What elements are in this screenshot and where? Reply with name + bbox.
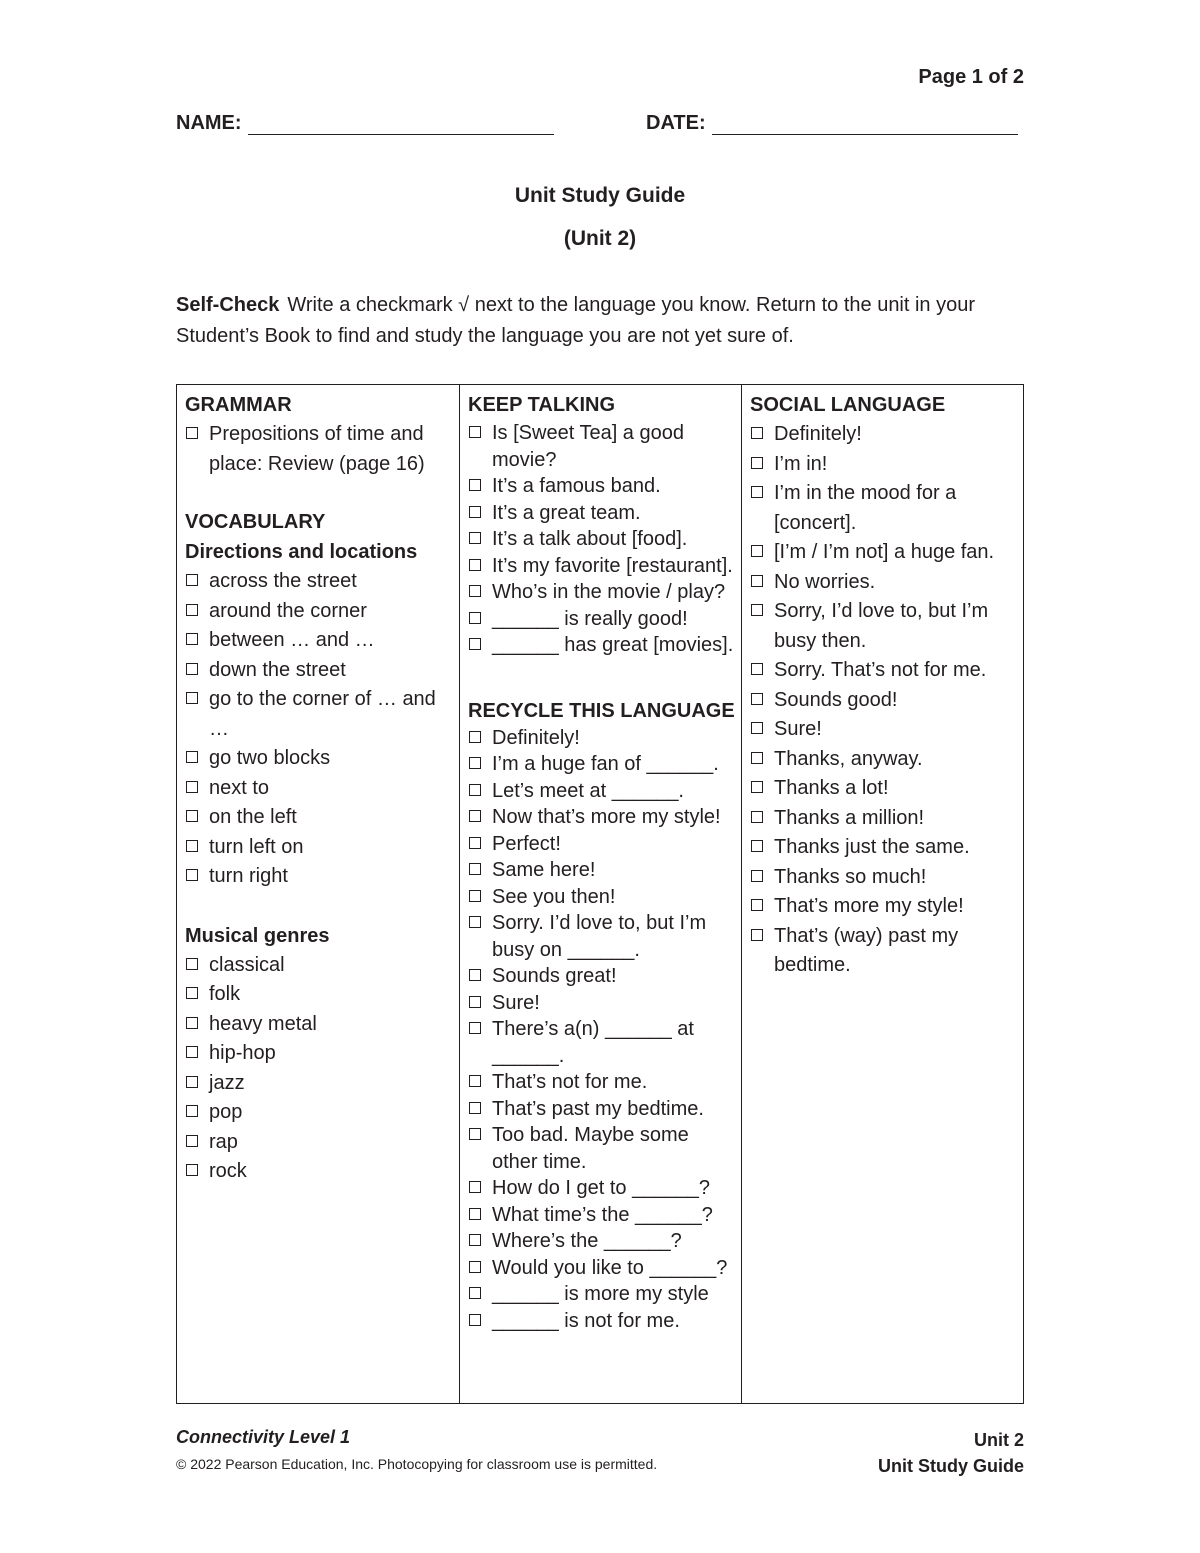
checkbox-icon[interactable] — [186, 987, 198, 999]
date-field[interactable] — [646, 112, 1018, 135]
name-line[interactable] — [248, 114, 554, 135]
checklist-item — [185, 951, 453, 981]
checklist-item-text: folk — [209, 983, 241, 1005]
date-line[interactable] — [712, 114, 1018, 135]
checklist-item — [185, 1039, 453, 1069]
checklist-item — [185, 626, 453, 656]
checkbox-icon[interactable] — [751, 575, 763, 587]
checklist-item-text: Is [Sweet Tea] a good movie? — [492, 422, 684, 471]
checklist-item — [750, 538, 1016, 568]
column-grammar-vocabulary — [177, 385, 460, 1403]
checklist-item — [185, 803, 453, 833]
checkbox-icon[interactable] — [186, 751, 198, 763]
checkbox-icon[interactable] — [186, 574, 198, 586]
checklist-item — [750, 450, 1016, 480]
checklist-item — [185, 567, 453, 597]
checklist-item-text: It’s a great team. — [492, 501, 641, 524]
checklist-item-text: That’s not for me. — [492, 1071, 648, 1093]
checkbox-icon[interactable] — [751, 929, 763, 941]
checkbox-icon[interactable] — [469, 784, 481, 796]
checkbox-icon[interactable] — [751, 752, 763, 764]
checklist-item-text: Sure! — [492, 991, 540, 1014]
checklist-item — [750, 833, 1016, 863]
checkbox-icon[interactable] — [186, 869, 198, 881]
checkbox-icon[interactable] — [186, 604, 198, 616]
checklist-item-text: Sure! — [774, 718, 822, 740]
checklist-item — [185, 862, 453, 892]
checklist-item-text: Sorry. I’d love to, but I’m busy on ______. — [492, 912, 707, 961]
checklist-item — [468, 1202, 735, 1229]
checklist-item-text: Who’s in the movie / play? — [492, 581, 726, 603]
date-label: DATE: — [646, 112, 706, 134]
checkbox-icon[interactable] — [751, 781, 763, 793]
checklist-item-text: rock — [209, 1160, 247, 1182]
checkbox-icon[interactable] — [469, 863, 481, 875]
checkbox-icon[interactable] — [469, 731, 481, 743]
page-title: Unit Study Guide — [514, 184, 686, 207]
checkbox-icon[interactable] — [186, 958, 198, 970]
checkbox-icon[interactable] — [469, 1287, 481, 1299]
checklist-item — [185, 656, 453, 686]
checklist-item-text: Too bad. Maybe some other time. — [492, 1124, 689, 1173]
checkbox-icon[interactable] — [469, 532, 481, 544]
checklist-item-text: around the corner — [209, 599, 367, 622]
checklist-item — [750, 686, 1016, 716]
checklist-item-text: turn right — [209, 865, 288, 887]
footer-right — [878, 1427, 1024, 1479]
checkbox-icon[interactable] — [186, 1164, 198, 1176]
checklist-item — [468, 1122, 735, 1175]
instructions — [176, 290, 1026, 352]
checklist-item-text: ______ has great [movies]. — [492, 634, 734, 656]
checkbox-icon[interactable] — [186, 1135, 198, 1147]
checklist-item-text: That’s past my bedtime. — [492, 1097, 704, 1120]
checklist-item — [185, 774, 453, 804]
checklist-item-text: Thanks, anyway. — [774, 747, 923, 770]
checkbox-icon[interactable] — [751, 427, 763, 439]
checkbox-icon[interactable] — [469, 612, 481, 624]
checkbox-icon[interactable] — [186, 840, 198, 852]
checklist-item-text: Thanks a lot! — [774, 777, 889, 799]
checkbox-icon[interactable] — [186, 1105, 198, 1117]
directions-heading: Directions and locations — [185, 541, 418, 563]
checkbox-icon[interactable] — [751, 663, 763, 675]
footer-unit: Unit 2 — [973, 1430, 1024, 1450]
checklist-item — [750, 804, 1016, 834]
checklist-item-text: Sorry. That’s not for me. — [774, 659, 987, 681]
checklist-item — [185, 420, 453, 479]
checklist-item-text: Definitely! — [492, 726, 580, 749]
checkbox-icon[interactable] — [469, 1234, 481, 1246]
checkbox-icon[interactable] — [469, 1022, 481, 1034]
checklist-item-text: Thanks just the same. — [774, 836, 970, 858]
checklist-item — [468, 1069, 735, 1096]
footer-copyright: © 2022 Pearson Education, Inc. Photocopying for classroom use is permitted. — [176, 1456, 658, 1472]
checklist-item — [185, 1069, 453, 1099]
checklist-item — [468, 579, 735, 606]
checklist-item-text: That’s more my style! — [774, 895, 964, 917]
checkbox-icon[interactable] — [186, 427, 198, 439]
checklist-item — [750, 863, 1016, 893]
vocabulary-heading: VOCABULARY — [185, 511, 326, 533]
checkbox-icon[interactable] — [469, 426, 481, 438]
directions-list — [185, 567, 453, 892]
checklist-item — [468, 500, 735, 527]
name-field[interactable] — [176, 112, 554, 135]
checkbox-icon[interactable] — [469, 585, 481, 597]
checklist-item — [468, 990, 735, 1017]
checklist-item — [750, 745, 1016, 775]
checkbox-icon[interactable] — [751, 870, 763, 882]
checklist-item — [468, 804, 735, 831]
checklist-item-text: There’s a(n) ______ at ______. — [492, 1018, 694, 1067]
page-number: Page 1 of 2 — [918, 66, 1024, 88]
checkbox-icon[interactable] — [469, 506, 481, 518]
checklist-item — [468, 751, 735, 778]
checkbox-icon[interactable] — [186, 1017, 198, 1029]
checklist-item — [750, 715, 1016, 745]
checklist-item-text: jazz — [209, 1071, 245, 1094]
checklist-item — [468, 1096, 735, 1123]
checkbox-icon[interactable] — [186, 1076, 198, 1088]
checklist-item-text: That’s (way) past my bedtime. — [774, 924, 959, 976]
checklist-item-text: turn left on — [209, 835, 304, 858]
checklist-item — [468, 1228, 735, 1255]
grammar-heading: GRAMMAR — [185, 394, 292, 416]
checklist-item — [468, 857, 735, 884]
keep-talking-heading: KEEP TALKING — [468, 394, 616, 416]
checklist-item — [468, 632, 735, 659]
checklist-item — [468, 1016, 735, 1069]
checkbox-icon[interactable] — [469, 1208, 481, 1220]
checkbox-icon[interactable] — [751, 899, 763, 911]
checklist-item-text: It’s a famous band. — [492, 475, 661, 497]
checklist-item — [468, 725, 735, 752]
checkbox-icon[interactable] — [186, 810, 198, 822]
checklist-item-text: It’s my favorite [restaurant]. — [492, 554, 733, 577]
checklist-item — [185, 1098, 453, 1128]
social-language-list — [750, 420, 1016, 981]
checklist-item — [185, 597, 453, 627]
name-date-row — [176, 112, 1024, 140]
checklist-item — [468, 1308, 735, 1335]
checklist-item — [468, 831, 735, 858]
grammar-list — [185, 420, 453, 479]
checkbox-icon[interactable] — [469, 1181, 481, 1193]
checklist-item-text: pop — [209, 1101, 243, 1123]
checklist-item-text: ______ is more my style — [492, 1283, 709, 1305]
genres-heading: Musical genres — [185, 924, 330, 947]
checklist-item — [750, 597, 1016, 656]
checklist-item-text: go to the corner of … and … — [209, 688, 436, 740]
checklist-item-text: Would you like to ______? — [492, 1256, 728, 1279]
checklist-item — [468, 606, 735, 633]
checklist-item-text: Perfect! — [492, 832, 561, 855]
checkbox-icon[interactable] — [469, 1102, 481, 1114]
checkbox-icon[interactable] — [751, 693, 763, 705]
checkbox-icon[interactable] — [469, 916, 481, 928]
checklist-item — [185, 980, 453, 1010]
checklist-item — [185, 833, 453, 863]
checkbox-icon[interactable] — [469, 1128, 481, 1140]
checkbox-icon[interactable] — [469, 969, 481, 981]
checkbox-icon[interactable] — [469, 1261, 481, 1273]
checklist-item-text: What time’s the ______? — [492, 1203, 713, 1226]
checkbox-icon[interactable] — [469, 810, 481, 822]
checklist-item-text: Sorry, I’d love to, but I’m busy then. — [774, 600, 989, 652]
footer-guide: Unit Study Guide — [878, 1456, 1024, 1476]
checklist-item-text: go two blocks — [209, 747, 331, 769]
checklist-item-text: Thanks a million! — [774, 806, 925, 829]
checklist-item-text: down the street — [209, 658, 346, 681]
checklist-item — [468, 963, 735, 990]
page-subtitle: (Unit 2) — [563, 227, 637, 250]
footer-series: Connectivity Level 1 — [176, 1427, 351, 1447]
checklist-item-text: [I’m / I’m not] a huge fan. — [774, 541, 995, 563]
checklist-item — [750, 892, 1016, 922]
checklist-item — [468, 1281, 735, 1308]
checkbox-icon[interactable] — [469, 890, 481, 902]
checklist-item-text: I’m in! — [774, 452, 828, 475]
recycle-heading: RECYCLE THIS LANGUAGE — [468, 699, 735, 722]
checklist-item-text: ______ is really good! — [492, 607, 688, 630]
checklist-item — [750, 656, 1016, 686]
checkbox-icon[interactable] — [751, 811, 763, 823]
checklist-item-text: I’m a huge fan of ______. — [492, 753, 719, 775]
checkbox-icon[interactable] — [751, 457, 763, 469]
checklist-item-text: Same here! — [492, 859, 596, 881]
checklist-item — [750, 420, 1016, 450]
checklist-item-text: It’s a talk about [food]. — [492, 528, 688, 550]
checkbox-icon[interactable] — [469, 638, 481, 650]
checklist-item — [750, 479, 1016, 538]
checklist-item — [468, 778, 735, 805]
keep-talking-list — [468, 420, 735, 659]
checklist-item-text: across the street — [209, 570, 357, 592]
genres-list — [185, 951, 453, 1187]
checklist-item — [468, 910, 735, 963]
checklist-item-text: How do I get to ______? — [492, 1177, 710, 1199]
study-guide-table — [176, 384, 1024, 1404]
checklist-item-text: next to — [209, 776, 270, 799]
checklist-item — [185, 1157, 453, 1187]
column-keep-talking-recycle — [460, 385, 742, 1403]
checklist-item-text: rap — [209, 1130, 238, 1153]
checkbox-icon[interactable] — [186, 663, 198, 675]
checklist-item-text: Thanks so much! — [774, 865, 927, 888]
checklist-item-text: between … and … — [209, 629, 375, 651]
checkbox-icon[interactable] — [751, 840, 763, 852]
checkbox-icon[interactable] — [469, 559, 481, 571]
checklist-item-text: ______ is not for me. — [492, 1309, 680, 1332]
checklist-item — [185, 1010, 453, 1040]
checkbox-icon[interactable] — [469, 996, 481, 1008]
checkbox-icon[interactable] — [469, 479, 481, 491]
checklist-item-text: Sounds great! — [492, 965, 617, 987]
instructions-text: Write a checkmark √ next to the language you know. Return to the unit in your Student’s Book to find and study the language you are not yet sure of. — [176, 294, 976, 347]
checklist-item-text: Let’s meet at ______. — [492, 779, 684, 802]
checklist-item-text: Sounds good! — [774, 688, 898, 711]
checklist-item — [750, 922, 1016, 981]
instructions-lead: Self-Check — [176, 294, 280, 316]
checklist-item — [468, 1255, 735, 1282]
checkbox-icon[interactable] — [469, 757, 481, 769]
checklist-item-text: See you then! — [492, 885, 616, 908]
checklist-item-text: Where’s the ______? — [492, 1230, 682, 1252]
checklist-item-text: on the left — [209, 806, 297, 828]
checkbox-icon[interactable] — [186, 692, 198, 704]
checklist-item-text: classical — [209, 953, 285, 976]
checklist-item — [185, 744, 453, 774]
checkbox-icon[interactable] — [751, 486, 763, 498]
checklist-item — [750, 568, 1016, 598]
column-social-language — [742, 385, 1022, 1403]
name-label: NAME: — [176, 112, 242, 134]
checklist-item — [468, 526, 735, 553]
checkbox-icon[interactable] — [469, 1075, 481, 1087]
checklist-item-text: heavy metal — [209, 1012, 317, 1035]
social-language-heading: SOCIAL LANGUAGE — [750, 394, 946, 416]
checklist-item — [468, 553, 735, 580]
checklist-item — [468, 473, 735, 500]
checklist-item-text: Now that’s more my style! — [492, 806, 721, 828]
checklist-item-text: Definitely! — [774, 423, 862, 445]
checkbox-icon[interactable] — [186, 781, 198, 793]
checklist-item-text: No worries. — [774, 570, 876, 593]
checklist-item — [468, 420, 735, 473]
footer-left — [176, 1427, 657, 1472]
checkbox-icon[interactable] — [469, 837, 481, 849]
checklist-item-text: I’m in the mood for a [concert]. — [774, 482, 957, 534]
checklist-item — [185, 1128, 453, 1158]
checkbox-icon[interactable] — [751, 604, 763, 616]
checkbox-icon[interactable] — [186, 633, 198, 645]
checkbox-icon[interactable] — [186, 1046, 198, 1058]
checkbox-icon[interactable] — [751, 722, 763, 734]
checklist-item-text: Prepositions of time and place: Review (page 16) — [209, 423, 425, 475]
checklist-item-text: hip-hop — [209, 1042, 276, 1064]
checkbox-icon[interactable] — [469, 1314, 481, 1326]
checklist-item — [468, 884, 735, 911]
checklist-item — [750, 774, 1016, 804]
recycle-list — [468, 725, 735, 1335]
checklist-item — [185, 685, 453, 744]
checkbox-icon[interactable] — [751, 545, 763, 557]
checklist-item — [468, 1175, 735, 1202]
